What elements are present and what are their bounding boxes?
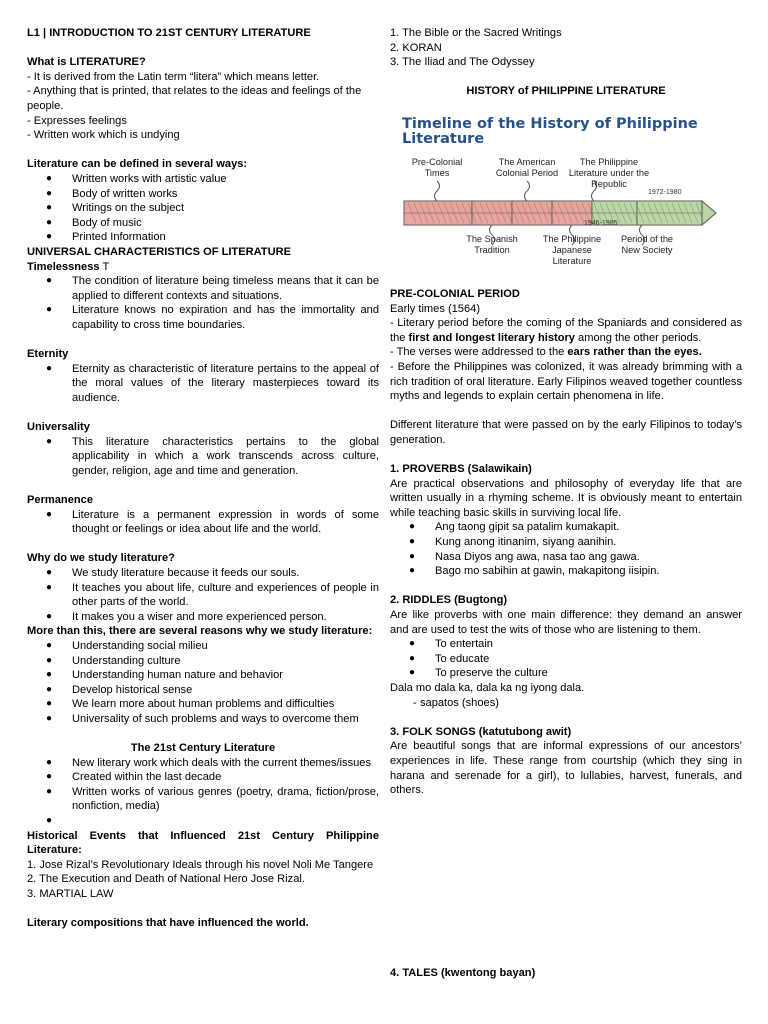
precolonial-heading: PRE-COLONIAL PERIOD xyxy=(390,287,520,300)
riddle-answer: - sapatos (shoes) xyxy=(390,696,742,711)
what-is-line: - Expresses feelings xyxy=(27,114,127,127)
timeline-label: The American Colonial Period xyxy=(495,156,559,178)
text-run: - Literary period before the coming of the Spaniards and considered as the xyxy=(390,317,742,344)
list-item: ● Body of written works xyxy=(27,187,379,202)
list-item: ● Nasa Diyos ang awa, nasa tao ang gawa. xyxy=(390,550,742,565)
list-item: ● Kung anong itinanim, siyang aanihin. xyxy=(390,535,742,550)
list-item: ● To entertain xyxy=(390,637,742,652)
list-item: ● It makes you a wiser and more experienced person. xyxy=(27,610,379,625)
list-item: ● Printed Information xyxy=(27,230,379,245)
list-item: ● The condition of literature being timeless means that it can be applied to different contexts and situations. xyxy=(27,274,379,303)
list-item: ● Bago mo sabihin at gawin, makapitong iisipin. xyxy=(390,564,742,579)
timeline-year: 1946-1985 xyxy=(584,219,618,227)
list-item: ● Literature knows no expiration and has the immortality and capability to cross time boundaries. xyxy=(27,303,379,332)
list-item: ● Written works of various genres (poetry, drama, fiction/prose, nonfiction, media) xyxy=(27,785,379,814)
timeline-label: The Spanish Tradition xyxy=(466,233,518,255)
list-item: ● To educate xyxy=(390,652,742,667)
left-column xyxy=(27,26,379,931)
timeline-arrow-tip xyxy=(702,201,716,225)
proverbs-list xyxy=(390,520,742,578)
what-is-line: - Anything that is printed, that relates to the ideas and feelings of the people. xyxy=(27,85,362,112)
eternity-list xyxy=(27,362,379,406)
list-item: ● Universality of such problems and ways to overcome them xyxy=(27,712,379,727)
permanence-heading: Permanence xyxy=(27,494,93,506)
why-heading: Why do we study literature? xyxy=(27,552,175,565)
folk-songs-heading: 3. FOLK SONGS (katutubong awit) xyxy=(390,725,572,738)
different-literature: Different literature that were passed on by the early Filipinos to today’s generation. xyxy=(390,419,742,446)
precolonial-date: Early times (1564) xyxy=(390,302,481,315)
right-column xyxy=(390,26,742,798)
timeline-label: The Philippine Literature under the Republic xyxy=(568,156,650,189)
lesson-heading: L1 | INTRODUCTION TO 21ST CENTURY LITERATURE xyxy=(27,27,311,39)
timeline-label: Pre-Colonial Times xyxy=(411,156,463,178)
list-item: ● We learn more about human problems and difficulties xyxy=(27,697,379,712)
timeline-year: 1972-1980 xyxy=(648,188,682,196)
permanence-list xyxy=(27,508,379,537)
list-item: ● Understanding culture xyxy=(27,654,379,669)
events-line: 1. Jose Rizal’s Revolutionary Ideals through his novel Noli Me Tangere xyxy=(27,858,374,871)
tales-heading: 4. TALES (kwentong bayan) xyxy=(390,967,536,979)
timelessness-line xyxy=(27,260,379,275)
what-is-line: - Written work which is undying xyxy=(27,129,180,142)
precolonial-paragraph xyxy=(390,316,742,345)
text-run: among the other periods. xyxy=(574,331,702,344)
what-is-line: - It is derived from the Latin term “litera” which means letter. xyxy=(27,70,320,83)
riddles-description: Are like proverbs with one main difference: they demand an answer and are used to test the wits of those who are listening to them. xyxy=(390,609,742,636)
timeline-label: The Philippine Japanese Literature xyxy=(542,233,602,266)
c21-list xyxy=(27,756,379,829)
text-run: - The verses were addressed to the xyxy=(390,346,568,359)
precolonial-paragraph: - Before the Philippines was colonized, it was already brimming with a rich tradition of oral literature. Early Filipinos weaved together countless myths and legends to explain certain phenomena in life. xyxy=(390,360,742,403)
timeline-label: Period of the New Society xyxy=(620,233,674,255)
why-list xyxy=(27,566,379,624)
connector-line xyxy=(525,181,530,201)
list-item: ● This literature characteristics pertains to the global applicability in which a work transcends across culture, gender, religion, age and time and generation. xyxy=(27,435,379,479)
precolonial-paragraph xyxy=(390,345,742,360)
connector-line xyxy=(435,181,440,201)
list-item: ● Body of music xyxy=(27,216,379,231)
list-item: ● Writings on the subject xyxy=(27,201,379,216)
timelessness-list xyxy=(27,274,379,332)
universal-heading: UNIVERSAL CHARACTERISTICS OF LITERATURE xyxy=(27,245,291,258)
reasons-list xyxy=(27,639,379,727)
composition-line: 3. The Iliad and The Odyssey xyxy=(390,56,535,69)
folk-songs-description: Are beautiful songs that are informal expressions of our ancestors’ experiences in life. These range from courtship (which they sing in harana and serenade for a girl), to lullabies, harvest, funerals, and others. xyxy=(390,740,742,797)
riddle-example: Dala mo dala ka, dala ka ng iyong dala. xyxy=(390,682,585,694)
list-item: ● To preserve the culture xyxy=(390,666,742,681)
defined-list xyxy=(27,172,379,245)
events-line: 3. MARTIAL LAW xyxy=(27,888,114,901)
riddle-answer-list xyxy=(390,696,742,711)
proverbs-description: Are practical observations and philosophy of everyday life that are written usually in a rhyming scheme. It is obviously meant to entertain while teaching basic skills in surviving local life. xyxy=(390,477,742,519)
list-item: ● Eternity as characteristic of literature pertains to the appeal of the moral values of the literary masterpieces toward its audience. xyxy=(27,362,379,406)
timelessness-suffix: T xyxy=(99,260,110,273)
events-line: 2. The Execution and Death of National Hero Jose Rizal. xyxy=(27,873,305,886)
list-item: ● We study literature because it feeds our souls. xyxy=(27,566,379,581)
c21-heading: The 21st Century Literature xyxy=(130,742,276,755)
universality-heading: Universality xyxy=(27,421,90,434)
list-item: ● Develop historical sense xyxy=(27,683,379,698)
emphasis-text: first and longest literary history xyxy=(408,331,575,344)
composition-line: 1. The Bible or the Sacred Writings xyxy=(390,27,562,39)
proverbs-heading: 1. PROVERBS (Salawikain) xyxy=(390,463,532,476)
defined-heading: Literature can be defined in several ways: xyxy=(27,158,248,171)
list-item: ● Written works with artistic value xyxy=(27,172,379,187)
list-item: ● New literary work which deals with the current themes/issues xyxy=(27,756,379,771)
list-item: ● Understanding human nature and behavior xyxy=(27,668,379,683)
events-heading: Historical Events that Influenced 21st Century Philippine Literature: xyxy=(27,829,379,857)
history-heading: HISTORY of PHILIPPINE LITERATURE xyxy=(466,85,666,98)
list-item: ● Understanding social milieu xyxy=(27,639,379,654)
list-item: ● Literature is a permanent expression in words of some thought or feelings or idea about life and the world. xyxy=(27,508,379,537)
riddles-list xyxy=(390,637,742,681)
timelessness-heading: Timelessness xyxy=(27,260,100,273)
emphasis-text: ears rather than the eyes. xyxy=(567,346,702,359)
what-is-heading: What is LITERATURE? xyxy=(27,56,146,69)
list-item: ● Ang taong gipit sa patalim kumakapit. xyxy=(390,520,742,535)
list-item: ● It teaches you about life, culture and experiences of people in other parts of the world. xyxy=(27,581,379,610)
timeline-title: Timeline of the History of Philippine Literature xyxy=(402,115,698,147)
timeline-figure xyxy=(402,103,722,281)
list-item xyxy=(27,814,379,829)
composition-line: 2. KORAN xyxy=(390,41,442,54)
compositions-heading: Literary compositions that have influenced the world. xyxy=(27,917,309,930)
reasons-heading: More than this, there are several reasons why we study literature: xyxy=(27,625,373,638)
eternity-heading: Eternity xyxy=(27,348,69,361)
list-item: ● Created within the last decade xyxy=(27,770,379,785)
timeline-bar xyxy=(404,201,716,225)
riddles-heading: 2. RIDDLES (Bugtong) xyxy=(390,594,508,607)
universality-list xyxy=(27,435,379,479)
